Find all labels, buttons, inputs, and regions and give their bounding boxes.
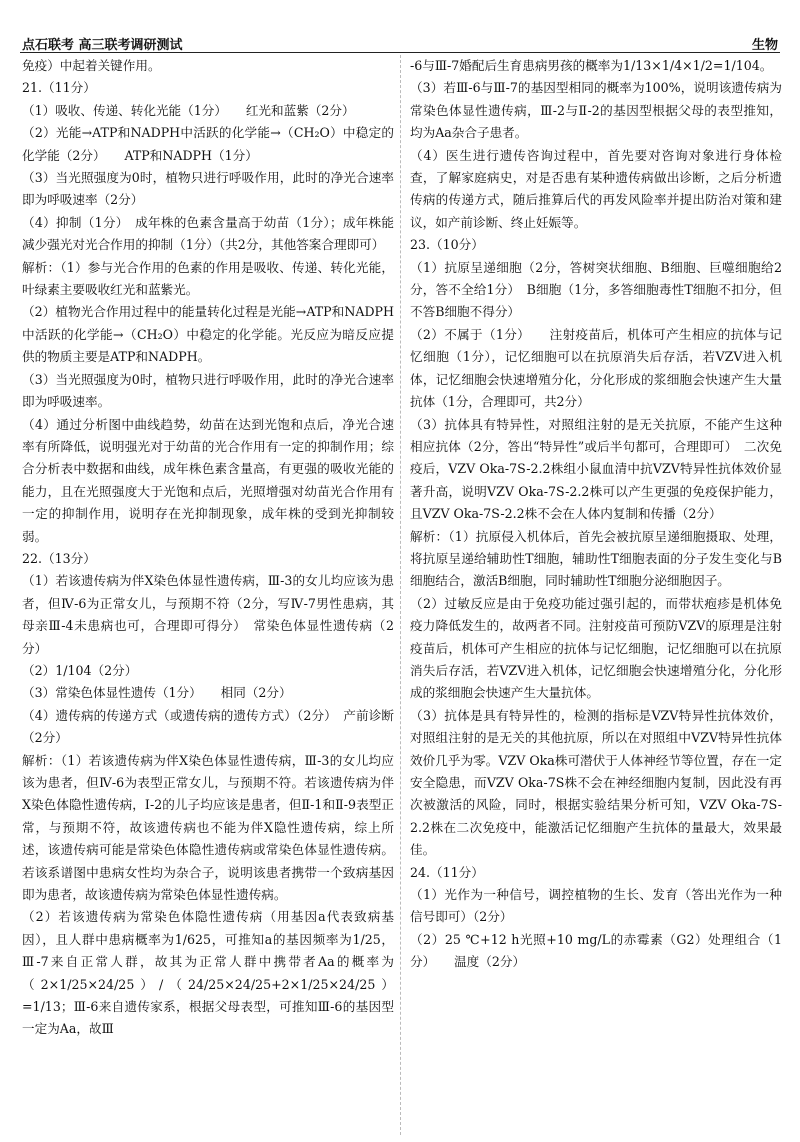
paragraph: （3）当光照强度为0时，植物只进行呼吸作用，此时的净光合速率即为呼吸速率（2分） [22,170,394,208]
paragraph: （3）抗体具有特异性，对照组注射的是无关抗原，不能产生这种相应抗体（2分，答出“特异性”或后半句都可，合理即可） 二次免疫后，VZV Oka-7S-2.2株组小鼠血清中抗VZV特异性抗体效价显著升高，说明VZV Oka-7S-2.2株可以产生更强的免疫保护能力，且VZV Oka-7S-2.2株不会在人体内复制和传播（2分） [410,416,782,522]
paragraph: （1）吸收、传递、转化光能（1分） 红光和蓝紫（2分） [22,102,355,118]
paragraph: （1）若该遗传病为伴X染色体显性遗传病，Ⅲ-3的女儿均应该为患者，但Ⅳ-6为正常女儿，与预期不符（2分，写Ⅳ-7男性患病，其母亲Ⅲ-4未患病也可，合理即可得分） 常染色体显性遗传病（2分） [22,573,394,656]
paragraph: （3）若Ⅲ-6与Ⅲ-7的基因型相同的概率为100%，说明该遗传病为常染色体显性遗传病，Ⅲ-2与Ⅱ-2的基因型根据父母的表型推知，均为Aa杂合子患者。 [410,80,782,141]
question-heading: 21.（11分） [22,80,96,96]
paragraph: （2）25 ℃+12 h光照+10 mg/L的赤霉素（G2）处理组合（1分） 温度（2分） [410,931,782,970]
exam-title: 点石联考 高三联考调研测试 [22,38,183,53]
paragraph: （2）植物光合作用过程中的能量转化过程是光能→ATP和NADPH中活跃的化学能→（CH₂O）中稳定的化学能。光反应为暗反应提供的物质主要是ATP和NADPH。 [22,304,394,365]
paragraph: 解析：（1）参与光合作用的色素的作用是吸收、传递、转化光能，叶绿素主要吸收红光和蓝紫光。 [22,259,394,298]
paragraph: （3）抗体是具有特异性的，检测的指标是VZV特异性抗体效价，对照组注射的是无关的其他抗原，所以在对照组中VZV特异性抗体效价几乎为零。VZV Oka株可潜伏于人体神经节等位置，存在一定安全隐患，而VZV Oka-7S株不会在神经细胞内复制，因此没有再次被激活的风险，同时，根据实验结果分析可知，VZV Oka-7S-2.2株在二次免疫中，能激活记忆细胞产生抗体的量最大，效果最佳。 [410,707,782,858]
paragraph: 解析：（1）若该遗传病为伴X染色体显性遗传病，Ⅲ-3的女儿均应该为患者，但Ⅳ-6为表型正常女儿，与预期不符。若该遗传病为伴X染色体隐性遗传病，Ⅰ-2的儿子均应该是患者，但Ⅱ-1和Ⅱ-9表型正常，与预期不符，故该遗传病也不能为伴X隐性遗传病，综上所述，该遗传病可能是常染色体隐性遗传病或常染色体显性遗传病。若该系谱图中患病女性均为杂合子，说明该患者携带一个致病基因即为患者，故该遗传病为常染色体显性遗传病。 [22,752,394,903]
paragraph: （4）抑制（1分） 成年株的色素含量高于幼苗（1分）；成年株能减少强光对光合作用的抑制（1分）（共2分，其他答案合理即可） [22,214,394,253]
left-column [22,55,394,1135]
paragraph: （4）医生进行遗传咨询过程中，首先要对咨询对象进行身体检查，了解家庭病史，对是否患有某种遗传病做出诊断，之后分析遗传病的传递方式，随后推算后代的再发风险率并提出防治对策和建议，如产前诊断、终止妊娠等。 [410,147,782,230]
paragraph: （3）当光照强度为0时，植物只进行呼吸作用，此时的净光合速率即为呼吸速率。 [22,371,394,410]
subject-label: 生物 [751,38,778,53]
column-divider [400,55,401,1135]
paragraph: -6与Ⅲ-7婚配后生育患病男孩的概率为1/13×1/4×1/2=1/104。 [410,58,773,73]
paragraph: （4）遗传病的传递方式（或遗传病的遗传方式）（2分） 产前诊断（2分） [22,707,394,746]
paragraph: （2）1/104（2分） [22,662,138,678]
paragraph: （2）不属于（1分） 注射疫苗后，机体可产生相应的抗体与记忆细胞（1分），记忆细胞可以在抗原消失后存活，若VZV进入机体，记忆细胞会快速增殖分化，分化形成的浆细胞会快速产生大量抗体（1分，合理即可，共2分） [410,326,782,410]
paragraph: （2）若该遗传病为常染色体隐性遗传病（用基因a代表致病基因），且人群中患病概率为1/625，可推知a的基因频率为1/25，Ⅲ-7来自正常人群，故其为正常人群中携带者Aa的概率为（2×1/25×24/25）/（24/25×24/25+2×1/25×24/25）=1/13；Ⅲ-6来自遗传家系，根据父母表型，可推知Ⅲ-6的基因型一定为Aa，故Ⅲ [22,909,394,1037]
question-heading: 24.（11分） [410,864,484,880]
paragraph: （1）抗原呈递细胞（2分，答树突状细胞、B细胞、巨噬细胞给2分，答不全给1分） B细胞（1分，多答细胞毒性T细胞不扣分，但不答B细胞不得分） [410,259,782,320]
paragraph: （4）通过分析图中曲线趋势，幼苗在达到光饱和点后，净光合速率有所降低，说明强光对于幼苗的光合作用有一定的抑制作用；综合分析表中数据和曲线，成年株色素含量高，有更强的吸收光能的能力，且在光照强度大于光饱和点后，光照增强对幼苗光合作用有一定的抑制作用，说明存在光抑制现象，成年株的受到光抑制较弱。 [22,416,394,544]
paragraph: 解析：（1）抗原侵入机体后，首先会被抗原呈递细胞摄取、处理，将抗原呈递给辅助性T细胞，辅助性T细胞表面的分子发生变化与B细胞结合，激活B细胞，同时辅助性T细胞分泌细胞因子。 [410,528,782,589]
right-column [410,55,782,1135]
paragraph: （1）光作为一种信号，调控植物的生长、发育（答出光作为一种信号即可）（2分） [410,887,782,925]
paragraph: （3）常染色体显性遗传（1分） 相同（2分） [22,685,292,701]
question-heading: 22.（13分） [22,550,96,566]
question-heading: 23.（10分） [410,237,484,253]
paragraph: （2）光能→ATP和NADPH中活跃的化学能→（CH₂O）中稳定的化学能（2分） ATP和NADPH（1分） [22,125,394,163]
paragraph: 免疫）中起着关键作用。 [22,58,161,73]
page-header [20,34,780,53]
paragraph: （2）过敏反应是由于免疫功能过强引起的，而带状疱疹是机体免疫力降低发生的，故两者不同。注射疫苗可预防VZV的原理是注射疫苗后，机体可产生相应的抗体与记忆细胞，记忆细胞可以在抗原消失后存活，若VZV进入机体，记忆细胞会快速增殖分化，分化形成的浆细胞会快速产生大量抗体。 [410,595,782,701]
